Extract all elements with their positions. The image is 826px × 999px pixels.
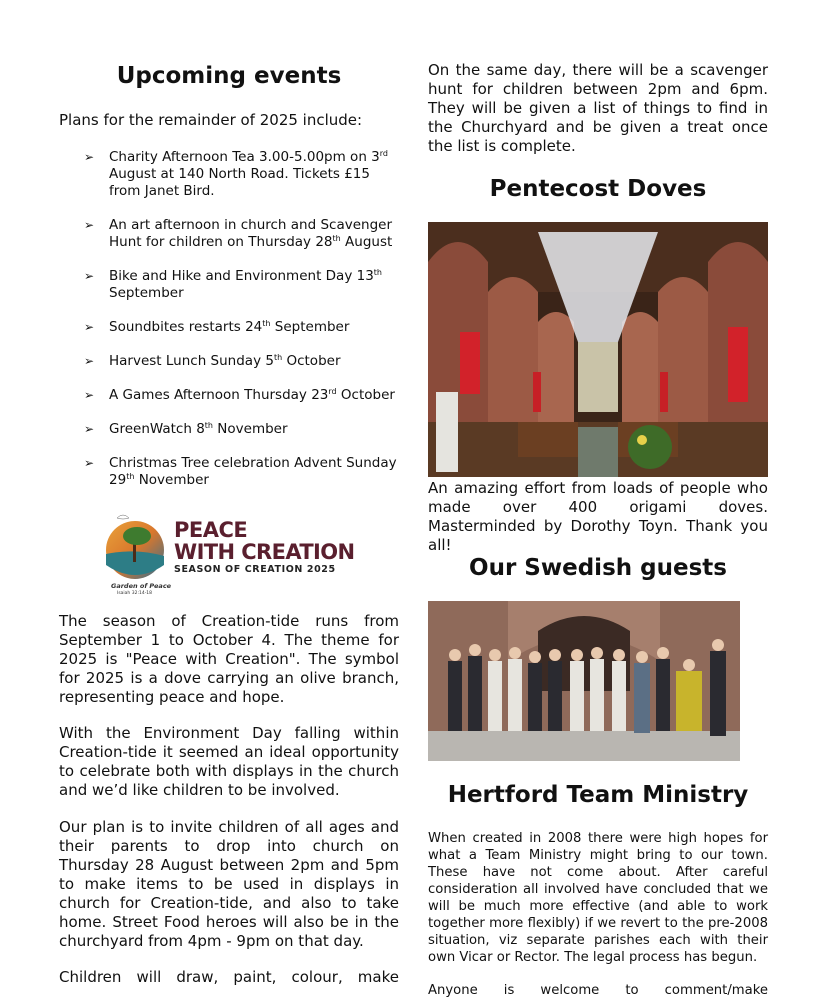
creation-tide-paragraph: The season of Creation-tide runs from September 1 to October 4. The theme for 2025 is "Peace with Creation". The symbol for 2025 is a dove carrying an olive branch, representing peace and hope. — [59, 612, 399, 706]
event-ordinal: rd — [379, 149, 388, 158]
arrow-bullet-icon: ➢ — [84, 320, 95, 334]
arrow-bullet-icon: ➢ — [84, 150, 95, 164]
event-text-rest: September — [109, 285, 184, 301]
pentecost-doves-heading: Pentecost Doves — [489, 176, 707, 202]
arrow-bullet-icon: ➢ — [84, 422, 95, 436]
event-text: Soundbites restarts 24 — [109, 319, 263, 335]
event-text-rest: November — [213, 421, 288, 437]
team-ministry-paragraph: When created in 2008 there were high hopes for what a Team Ministry might bring to our town. These have not come about. After careful consideration all involved have concluded that we will be much more effective (and able to work together more flexibly) if we revert to the pre-2008 situation, viz separate parishes each with their own Vicar or Rector. The legal process has begun. — [428, 831, 768, 965]
pentecost-doves-photo — [428, 222, 768, 477]
event-item — [59, 353, 399, 370]
scavenger-hunt-paragraph: On the same day, there will be a scavenger hunt for children between 2pm and 6pm. They will be given a list of things to find in the Churchyard and be given a treat once the list is complete. — [428, 61, 768, 155]
event-text: Bike and Hike and Environment Day 13 — [109, 268, 374, 284]
event-text: GreenWatch 8 — [109, 421, 205, 437]
hertford-team-ministry-heading: Hertford Team Ministry — [447, 782, 749, 808]
event-item — [59, 319, 399, 336]
event-ordinal: rd — [328, 387, 337, 396]
event-ordinal: th — [126, 472, 135, 481]
event-item — [59, 455, 399, 489]
event-ordinal: th — [373, 268, 382, 277]
arrow-bullet-icon: ➢ — [84, 269, 95, 283]
events-list — [59, 149, 399, 506]
event-item — [59, 387, 399, 404]
event-ordinal: th — [273, 353, 283, 362]
event-text-rest: October — [336, 387, 395, 403]
pentecost-caption: An amazing effort from loads of people who made over 400 origami doves. Masterminded by Dorothy Toyn. Thank you all! — [428, 479, 768, 554]
event-text-rest: August — [340, 234, 393, 250]
children-activities-paragraph: Children will draw, paint, colour, make — [59, 968, 399, 986]
comment-paragraph: Anyone is welcome to comment/make — [428, 983, 768, 998]
event-text: Harvest Lunch Sunday 5 — [109, 353, 274, 369]
event-item — [59, 149, 399, 200]
peace-with-creation-logo — [105, 510, 355, 598]
events-intro: Plans for the remainder of 2025 include: — [59, 111, 363, 129]
upcoming-events-heading: Upcoming events — [116, 63, 342, 89]
event-text: An art afternoon in church and Scavenger Hunt for children on Thursday 28 — [109, 217, 392, 250]
event-text-rest: November — [134, 472, 209, 488]
swedish-guests-heading: Our Swedish guests — [469, 555, 727, 581]
invite-children-paragraph: Our plan is to invite children of all ages and their parents to drop into church on Thursday 28 August between 2pm and 5pm to make items to be used in displays in church for Creation-tide, and also to take home. Street Food heroes will also be in the churchyard from 4pm - 9pm on that day. — [59, 818, 399, 950]
arrow-bullet-icon: ➢ — [84, 218, 95, 232]
arrow-bullet-icon: ➢ — [84, 354, 95, 368]
event-ordinal: th — [204, 421, 214, 430]
logo-ref: Isaiah 32:14-18 — [117, 591, 153, 596]
logo-caption: Garden of Peace — [111, 582, 172, 590]
logo-line1: PEACE — [174, 518, 248, 542]
event-item — [59, 421, 399, 438]
logo-line3: SEASON OF CREATION 2025 — [174, 564, 336, 575]
event-ordinal: th — [332, 234, 341, 243]
event-item — [59, 217, 399, 251]
logo-line2: WITH CREATION — [174, 540, 355, 564]
event-text: Charity Afternoon Tea 3.00-5.00pm on 3 — [109, 149, 380, 165]
swedish-guests-photo — [428, 601, 740, 761]
event-item — [59, 268, 399, 302]
event-text-rest: September — [270, 319, 350, 335]
event-text: A Games Afternoon Thursday 23 — [109, 387, 329, 403]
event-text: Christmas Tree celebration Advent Sunday 29 — [109, 455, 397, 488]
arrow-bullet-icon: ➢ — [84, 388, 95, 402]
arrow-bullet-icon: ➢ — [84, 456, 95, 470]
event-text-rest: August at 140 North Road. Tickets £15 from Janet Bird. — [109, 166, 370, 199]
event-text-rest: October — [282, 353, 341, 369]
event-ordinal: th — [262, 319, 271, 328]
environment-day-paragraph: With the Environment Day falling within Creation-tide it seemed an ideal opportunity to celebrate both with displays in the church and we’d like children to be involved. — [59, 724, 399, 799]
